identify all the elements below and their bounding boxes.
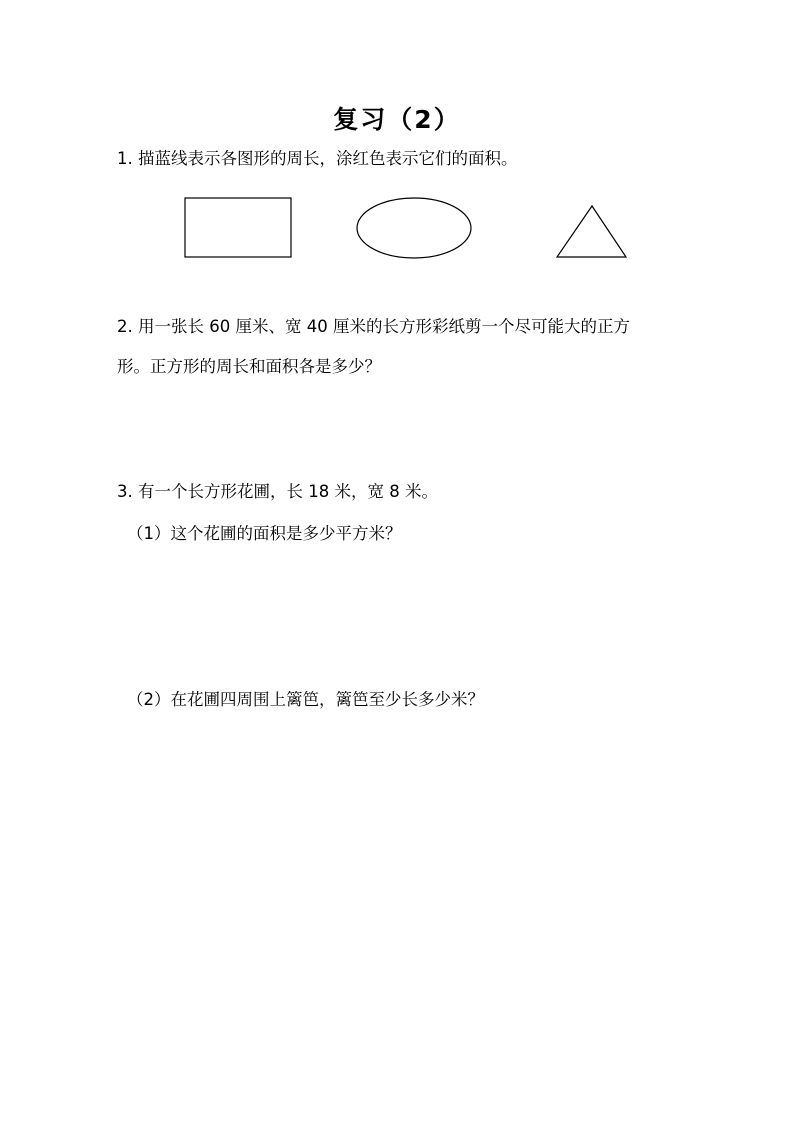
ellipse-icon [357,198,471,258]
shapes-figure [180,193,640,263]
rectangle-icon [185,198,291,257]
question-2-line-1: 2. 用一张长 60 厘米、宽 40 厘米的长方形彩纸剪一个尽可能大的正方 [117,317,630,336]
question-3-sub-1: （1）这个花圃的面积是多少平方米？ [127,524,402,543]
question-1-text: 1. 描蓝线表示各图形的周长，涂红色表示它们的面积。 [117,149,518,168]
question-2-line-2: 形。正方形的周长和面积各是多少？ [117,357,381,376]
triangle-icon [557,206,626,257]
question-3-text: 3. 有一个长方形花圃，长 18 米，宽 8 米。 [117,482,438,501]
page-title: 复习（2） [333,105,461,134]
question-3-sub-2: （2）在花圃四周围上篱笆，篱笆至少长多少米？ [127,690,484,709]
